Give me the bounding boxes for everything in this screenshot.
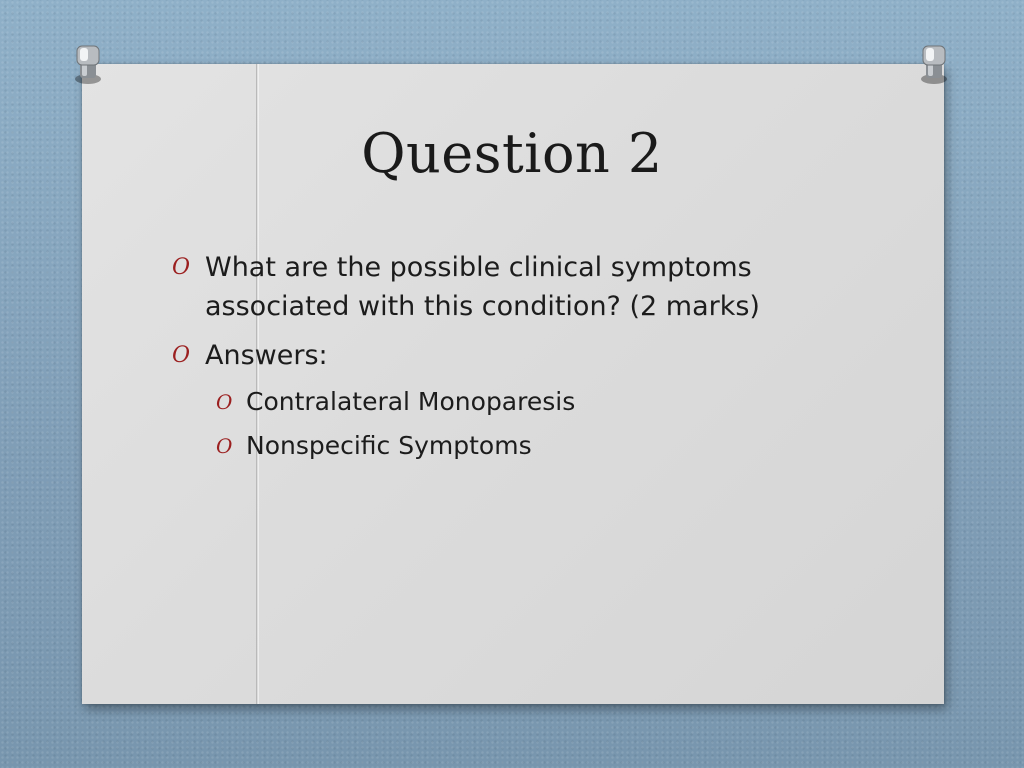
bullet-text-line: Answers: — [205, 340, 328, 371]
bullet-marker-icon: O — [172, 343, 191, 368]
slide-content — [168, 248, 888, 473]
sub-bullet-item — [168, 385, 888, 419]
sub-bullet-text: Nonspecific Symptoms — [246, 431, 532, 460]
bullet-marker-icon: O — [216, 434, 233, 458]
bullet-item-question — [168, 248, 888, 326]
bullet-text-line: What are the possible clinical symptoms — [205, 252, 752, 283]
bullet-text-line: associated with this condition? (2 marks) — [205, 291, 760, 322]
bullet-marker-icon: O — [216, 390, 233, 414]
bullet-marker-icon: O — [172, 255, 191, 280]
slide-title: Question 2 — [361, 122, 663, 185]
sub-bullet-item — [168, 429, 888, 463]
pushpin-icon — [68, 42, 108, 86]
bullet-item-answers — [168, 336, 888, 375]
pushpin-icon — [914, 42, 954, 86]
sub-bullet-text: Contralateral Monoparesis — [246, 387, 576, 416]
